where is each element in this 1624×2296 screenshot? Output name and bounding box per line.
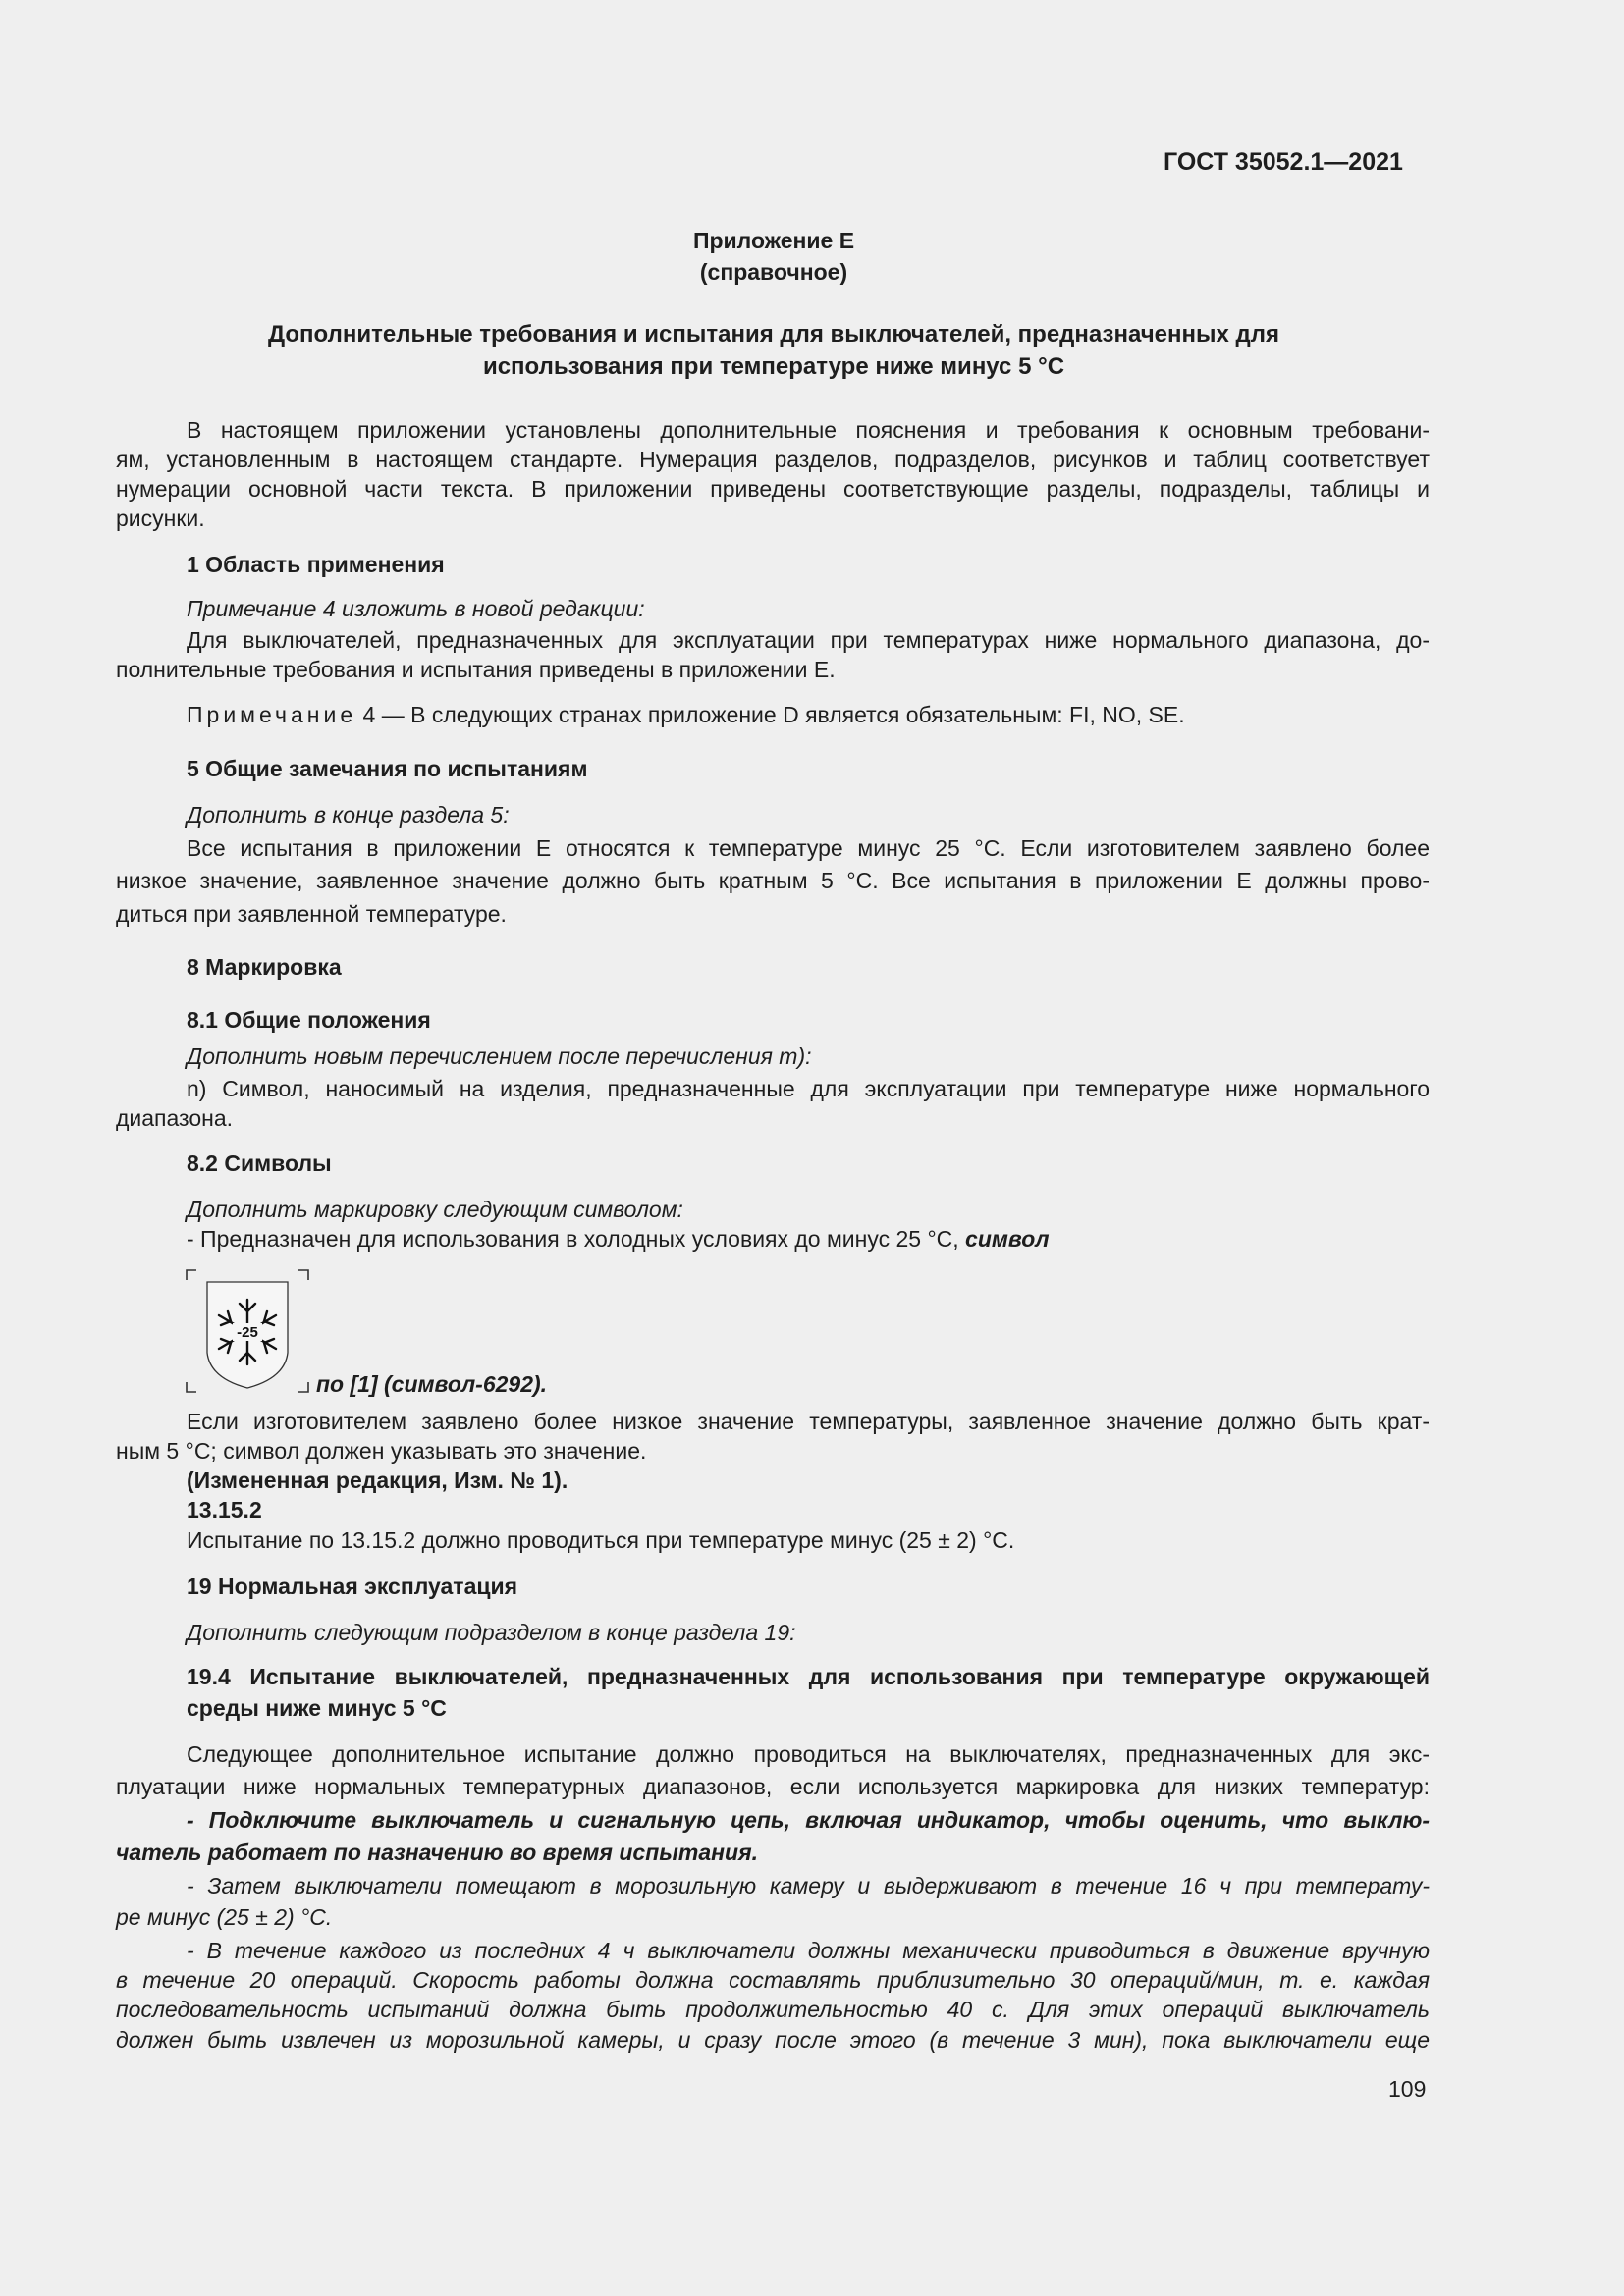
page-number: 109: [1388, 2076, 1427, 2102]
body-line: Следующее дополнительное испытание должно проводиться на выключателях, предназначенных для экс-: [187, 1741, 1430, 1767]
instruction-text: Примечание 4 изложить в новой редакции:: [187, 596, 645, 621]
list-item: должен быть извлечен из морозильной камеры, и сразу после этого (в течение 3 мин), пока выключатели еще: [116, 2027, 1430, 2053]
body-line: ным 5 °С; символ должен указывать это значение.: [116, 1438, 647, 1464]
subsection-heading: среды ниже минус 5 °С: [187, 1695, 447, 1721]
note-line: [187, 700, 1185, 729]
list-item: ре минус (25 ± 2) °С.: [116, 1904, 333, 1930]
instruction-text: Дополнить маркировку следующим символом:: [187, 1197, 683, 1222]
subsection-heading: 19.4 Испытание выключателей, предназначенных для использования при температуре окружающей: [187, 1664, 1430, 1689]
intro-line: В настоящем приложении установлены дополнительные пояснения и требования к основным требовани-: [187, 417, 1430, 443]
list-item-emphasis: символ: [965, 1226, 1050, 1252]
standard-header: ГОСТ 35052.1—2021: [1164, 148, 1403, 176]
body-line: Если изготовителем заявлено более низкое значение температуры, заявленное значение должно быть крат-: [187, 1409, 1430, 1434]
body-line: Все испытания в приложении Е относятся к температуре минус 25 °С. Если изготовителем заявлено более: [187, 835, 1430, 861]
list-item: - Подключите выключатель и сигнальную цепь, включая индикатор, чтобы оценить, что выклю-: [187, 1807, 1430, 1833]
corner-mark-icon: [187, 1382, 196, 1392]
intro-line: рисунки.: [116, 506, 205, 531]
note-text: 4 — В следующих странах приложение D является обязательным: FI, NO, SE.: [356, 702, 1185, 727]
body-line: диапазона.: [116, 1105, 234, 1131]
list-item: - Затем выключатели помещают в морозильную камеру и выдерживают в течение 16 ч при температу-: [187, 1873, 1430, 1898]
corner-mark-icon: [187, 1270, 196, 1280]
list-item: чатель работает по назначению во время испытания.: [116, 1840, 759, 1865]
instruction-text: Дополнить новым перечислением после перечисления m):: [187, 1043, 812, 1069]
body-line: полнительные требования и испытания приведены в приложении Е.: [116, 657, 836, 682]
body-line: низкое значение, заявленное значение должно быть кратным 5 °С. Все испытания в приложении Е должны прово-: [116, 868, 1430, 893]
symbol-label: -25: [237, 1324, 258, 1341]
subsection-heading: 8.1 Общие положения: [187, 1007, 431, 1033]
list-item: в течение 20 операций. Скорость работы должна составлять приблизительно 30 операций/мин, т. е. каждая: [116, 1967, 1430, 1993]
symbol-reference: по [1] (символ-6292).: [316, 1371, 548, 1397]
list-item: - В течение каждого из последних 4 ч выключатели должны механически приводиться в движение вручную: [187, 1938, 1430, 1963]
body-line: Для выключателей, предназначенных для эксплуатации при температурах ниже нормального диапазона, до-: [187, 627, 1430, 653]
corner-mark-icon: [298, 1382, 308, 1392]
section-heading: 5 Общие замечания по испытаниям: [187, 756, 588, 781]
section-heading: 1 Область применения: [187, 552, 445, 577]
section-heading: 8 Маркировка: [187, 954, 342, 980]
body-line: Испытание по 13.15.2 должно проводиться при температуре минус (25 ± 2) °С.: [187, 1527, 1015, 1553]
appendix-title-line1: Дополнительные требования и испытания для выключателей, предназначенных для: [268, 321, 1279, 347]
subsection-heading: 13.15.2: [187, 1497, 262, 1522]
appendix-label: Приложение Е: [692, 228, 855, 253]
body-line: диться при заявленной температуре.: [116, 901, 507, 927]
body-line: плуатации ниже нормальных температурных диапазонов, если используется маркировка для низких температур:: [116, 1774, 1430, 1799]
cold-climate-symbol: [185, 1268, 310, 1394]
instruction-text: Дополнить в конце раздела 5:: [187, 802, 510, 828]
amendment-note: (Измененная редакция, Изм. № 1).: [187, 1468, 568, 1493]
corner-mark-icon: [298, 1270, 308, 1280]
list-item: последовательность испытаний должна быть продолжительностью 40 с. Для этих операций выключатель: [116, 1997, 1430, 2022]
list-item-text: - Предназначен для использования в холодных условиях до минус 25 °С,: [187, 1226, 966, 1252]
appendix-title-line2: использования при температуре ниже минус 5 °С: [482, 353, 1065, 380]
list-item: [187, 1224, 1050, 1254]
body-line: n) Символ, наносимый на изделия, предназначенные для эксплуатации при температуре ниже нормального: [187, 1076, 1430, 1101]
subsection-heading: 8.2 Символы: [187, 1150, 332, 1176]
instruction-text: Дополнить следующим подразделом в конце раздела 19:: [187, 1620, 796, 1645]
note-label: Примечание: [187, 702, 357, 727]
section-heading: 19 Нормальная эксплуатация: [187, 1574, 518, 1599]
intro-line: ям, установленным в настоящем стандарте. Нумерация разделов, подразделов, рисунков и таблиц соответствует: [116, 447, 1430, 472]
intro-line: нумерации основной части текста. В приложении приведены соответствующие разделы, подразделы, таблицы и: [116, 476, 1430, 502]
appendix-type: (справочное): [699, 259, 848, 285]
